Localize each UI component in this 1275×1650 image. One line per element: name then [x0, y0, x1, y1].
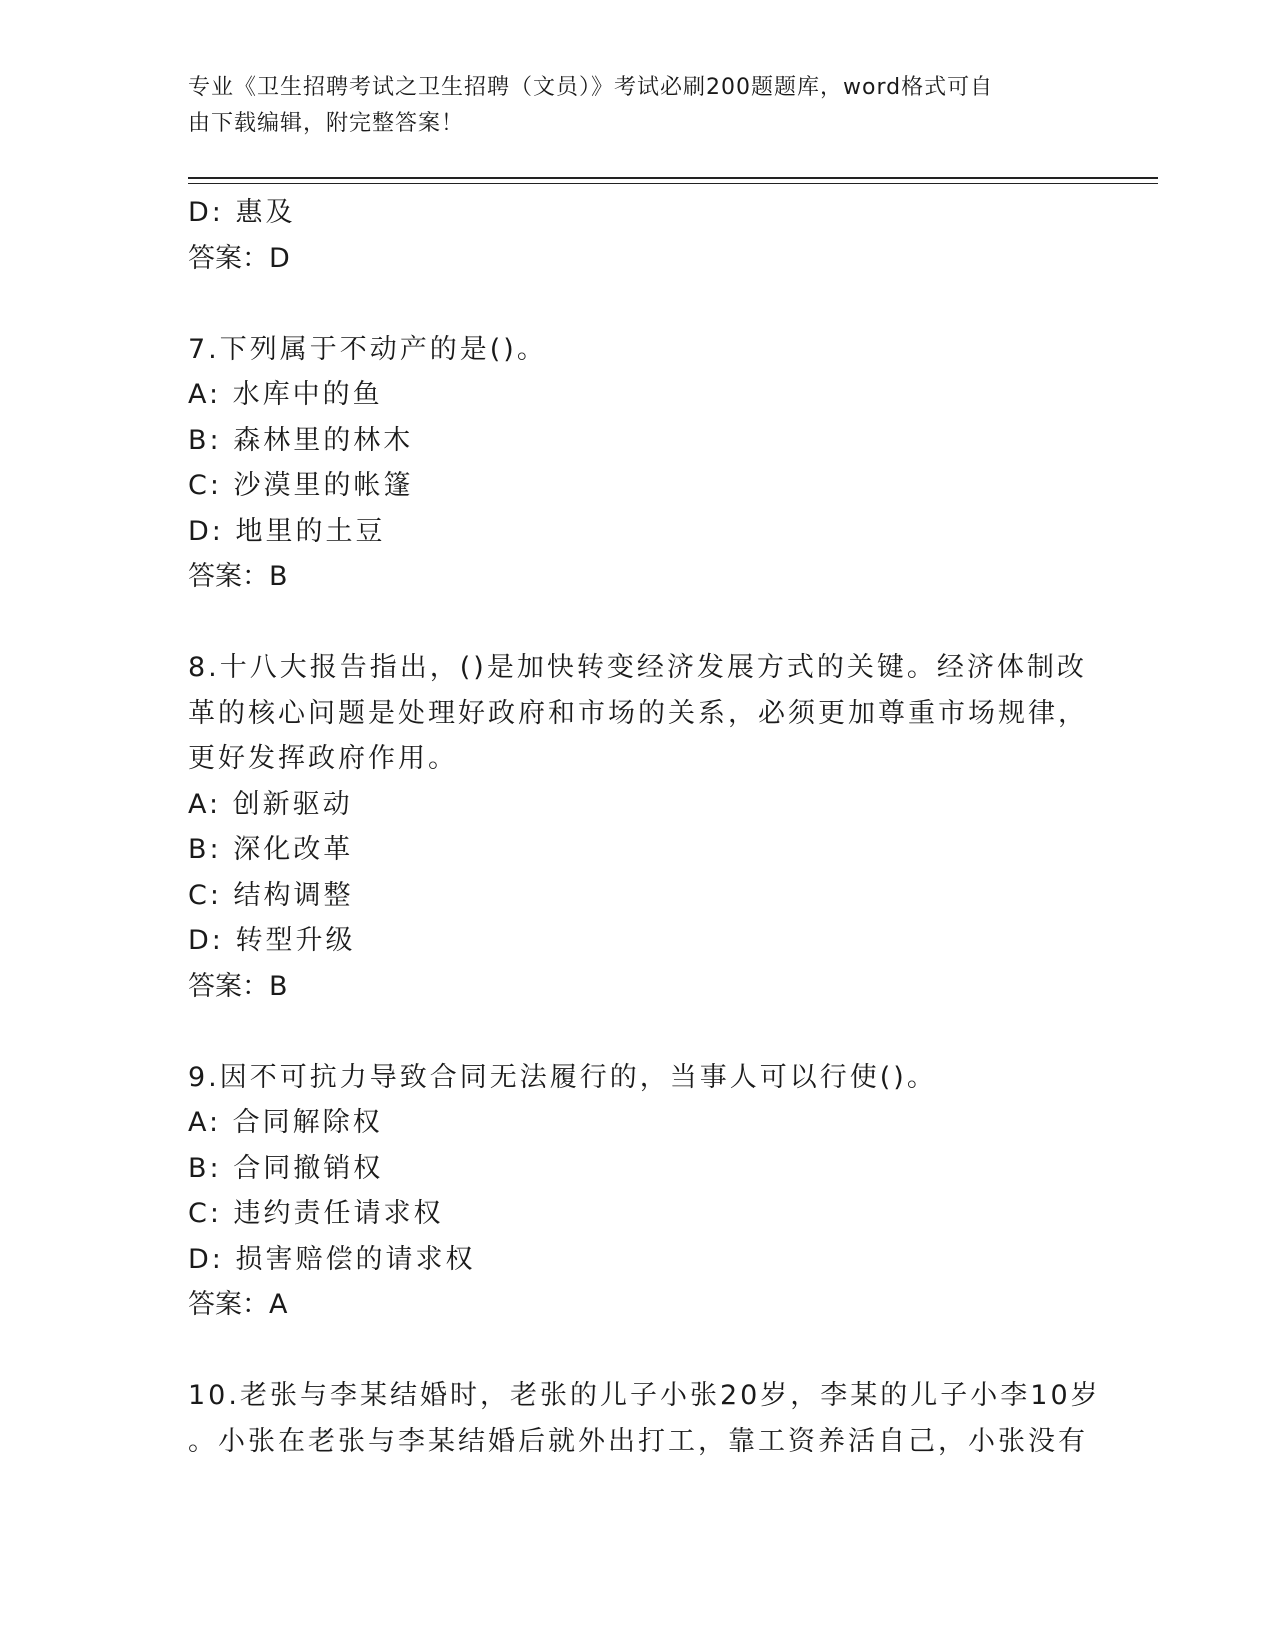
question-9	[188, 1055, 1088, 1328]
option-d: D: 损害赔偿的请求权	[188, 1243, 476, 1275]
option-a: A: 合同解除权	[188, 1107, 383, 1138]
question-7	[188, 327, 1088, 600]
option-c: C: 违约责任请求权	[188, 1198, 444, 1229]
answer-line: 答案：B	[188, 561, 288, 592]
option-b: B: 合同撤销权	[188, 1152, 384, 1184]
option-d: D: 地里的土豆	[188, 515, 386, 547]
question-stem: 7.下列属于不动产的是()。	[188, 333, 547, 365]
question-10	[188, 1373, 1101, 1464]
header-rule-thin	[188, 183, 1158, 184]
option-d: D: 惠及	[188, 197, 296, 228]
answer-line: 答案：A	[188, 1289, 288, 1320]
answer-line: 答案：D	[188, 242, 290, 274]
header-line-2: 由下载编辑，附完整答案！	[188, 111, 465, 136]
document-body	[188, 190, 1101, 1464]
option-a: A: 水库中的鱼	[188, 379, 383, 410]
option-a: A: 创新驱动	[188, 788, 353, 820]
question-stem-line-2: 革的核心问题是处理好政府和市场的关系，必须更加尊重市场规律，	[188, 697, 1088, 729]
option-c: C: 结构调整	[188, 879, 354, 911]
answer-line: 答案：B	[188, 970, 288, 1002]
question-stem: 9.因不可抗力导致合同无法履行的，当事人可以行使()。	[188, 1061, 937, 1093]
document-header	[188, 70, 1068, 142]
header-rule-thick	[188, 177, 1158, 179]
question-stem-line-1: 10.老张与李某结婚时，老张的儿子小张20岁，李某的儿子小李10岁	[188, 1380, 1101, 1411]
option-b: B: 森林里的林木	[188, 424, 414, 456]
question-stem-line-3: 更好发挥政府作用。	[188, 743, 458, 774]
option-c: C: 沙漠里的帐篷	[188, 470, 414, 501]
header-line-1: 专业《卫生招聘考试之卫生招聘（文员）》考试必刷200题题库，word格式可自	[188, 75, 994, 100]
question-stem-line-1: 8.十八大报告指出，()是加快转变经济发展方式的关键。经济体制改	[188, 652, 1087, 683]
question-8	[188, 645, 1088, 1009]
question-stem-line-2: 。小张在老张与李某结婚后就外出打工，靠工资养活自己，小张没有	[188, 1425, 1088, 1457]
option-b: B: 深化改革	[188, 834, 354, 865]
previous-question-tail	[188, 190, 1088, 281]
option-d: D: 转型升级	[188, 925, 356, 956]
